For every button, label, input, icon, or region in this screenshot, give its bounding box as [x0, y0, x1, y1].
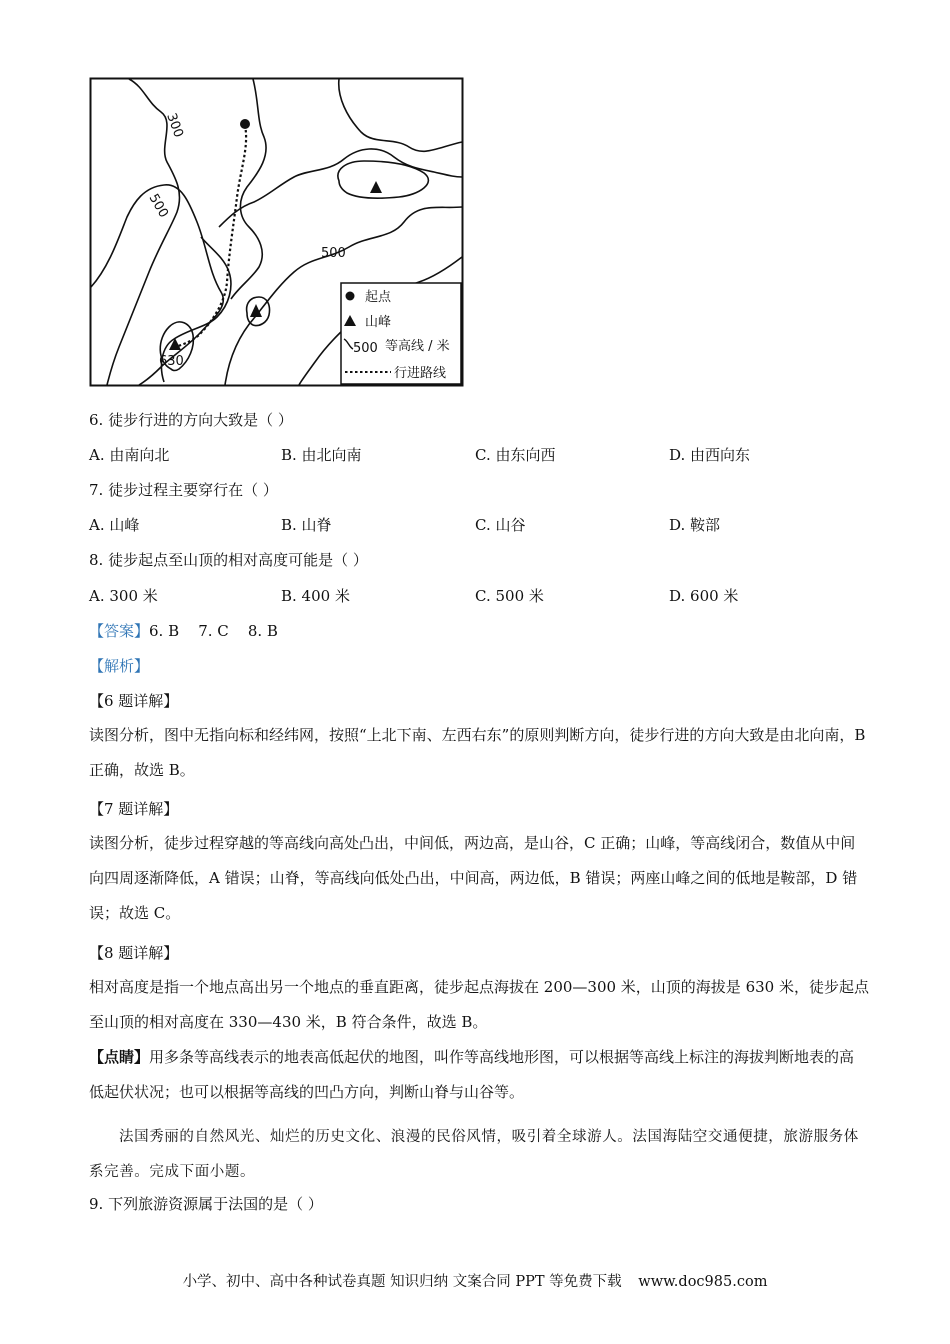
tip-text: 用多条等高线表示的地表高低起伏的地图，叫作等高线地形图，可以根据等高线上标注的海拔判断地表的高低起伏状况；也可以根据等高线的凹凸方向，判断山脊与山谷等。 — [89, 1048, 855, 1101]
legend-route-label: 行进路线 — [394, 366, 447, 381]
question-7-stem: 7. 徒步过程主要穿行在（ ） — [89, 481, 278, 499]
tip-paragraph — [89, 1040, 869, 1110]
question-7-option-d: D. 鞍部 — [669, 516, 721, 534]
contour-map — [89, 77, 464, 387]
question-6-option-a: A. 由南向北 — [89, 446, 170, 464]
legend-contour-value: 500 — [353, 341, 378, 356]
question-7-option-b: B. 山脊 — [281, 516, 332, 534]
answer-line — [89, 621, 278, 641]
footer-url[interactable]: www.doc985.com — [638, 1274, 768, 1290]
passage-text: 法国秀丽的自然风光、灿烂的历史文化、浪漫的民俗风情，吸引着全球游人。法国海陆空交通便捷，旅游服务体系完善。完成下面小题。 — [89, 1129, 859, 1180]
map-legend — [341, 283, 461, 384]
answer-text: 6. B 7. C 8. B — [149, 622, 278, 640]
question-7-option-a: A. 山峰 — [89, 516, 140, 534]
detail-8-title: 【8 题详解】 — [89, 944, 179, 962]
question-6-option-b: B. 由北向南 — [281, 446, 362, 464]
legend-start-icon — [346, 292, 355, 301]
question-8-option-b: B. 400 米 — [281, 587, 350, 605]
footer-text: 小学、初中、高中各种试卷真题 知识归纳 文案合同 PPT 等免费下载 — [182, 1274, 622, 1290]
detail-7-title: 【7 题详解】 — [89, 800, 179, 818]
peak-elevation-label: 630 — [159, 354, 184, 369]
question-8-option-a: A. 300 米 — [89, 587, 158, 605]
legend-peak-label: 山峰 — [365, 315, 392, 330]
detail-6-text: 读图分析，图中无指向标和经纬网，按照“上北下南、左西右东”的原则判断方向，徒步行进的方向大致是由北向南，B 正确，故选 B。 — [89, 726, 866, 779]
question-8-option-c: C. 500 米 — [475, 587, 544, 605]
question-6-stem: 6. 徒步行进的方向大致是（ ） — [89, 411, 293, 429]
question-7-option-c: C. 山谷 — [475, 516, 526, 534]
question-6-option-d: D. 由西向东 — [669, 446, 751, 464]
detail-8-text: 相对高度是指一个地点高出另一个地点的垂直距离，徒步起点海拔在 200—300 米，山顶的海拔是 630 米，徒步起点至山顶的相对高度在 330—430 米，B 符合条件，故选 B。 — [89, 978, 869, 1031]
analysis-tag: 【解析】 — [89, 657, 150, 675]
detail-7-text: 读图分析，徒步过程穿越的等高线向高处凸出，中间低，两边高，是山谷，C 正确；山峰，等高线闭合，数值从中间向四周逐渐降低，A 错误；山脊，等高线向低处凸出，中间高，两边低，B 错误；两座山峰之间的低地是鞍部，D 错误；故选 C。 — [89, 834, 858, 922]
question-6-option-c: C. 由东向西 — [475, 446, 556, 464]
legend-start-label: 起点 — [365, 290, 392, 305]
question-8-option-d: D. 600 米 — [669, 587, 739, 605]
contour-label-500-left: 500 — [145, 191, 171, 221]
start-point-icon — [240, 119, 250, 129]
answer-tag: 【答案】 — [89, 622, 150, 640]
detail-6-title: 【6 题详解】 — [89, 692, 179, 710]
page-footer — [0, 1270, 950, 1291]
question-8-stem: 8. 徒步起点至山顶的相对高度可能是（ ） — [89, 551, 368, 569]
contour-label-300: 300 — [163, 111, 186, 140]
contour-label-500-right: 500 — [321, 246, 346, 261]
question-9-stem: 9. 下列旅游资源属于法国的是（ ） — [89, 1195, 323, 1213]
legend-contour-label: 等高线 / 米 — [385, 339, 450, 354]
tip-tag: 【点睛】 — [89, 1048, 150, 1066]
